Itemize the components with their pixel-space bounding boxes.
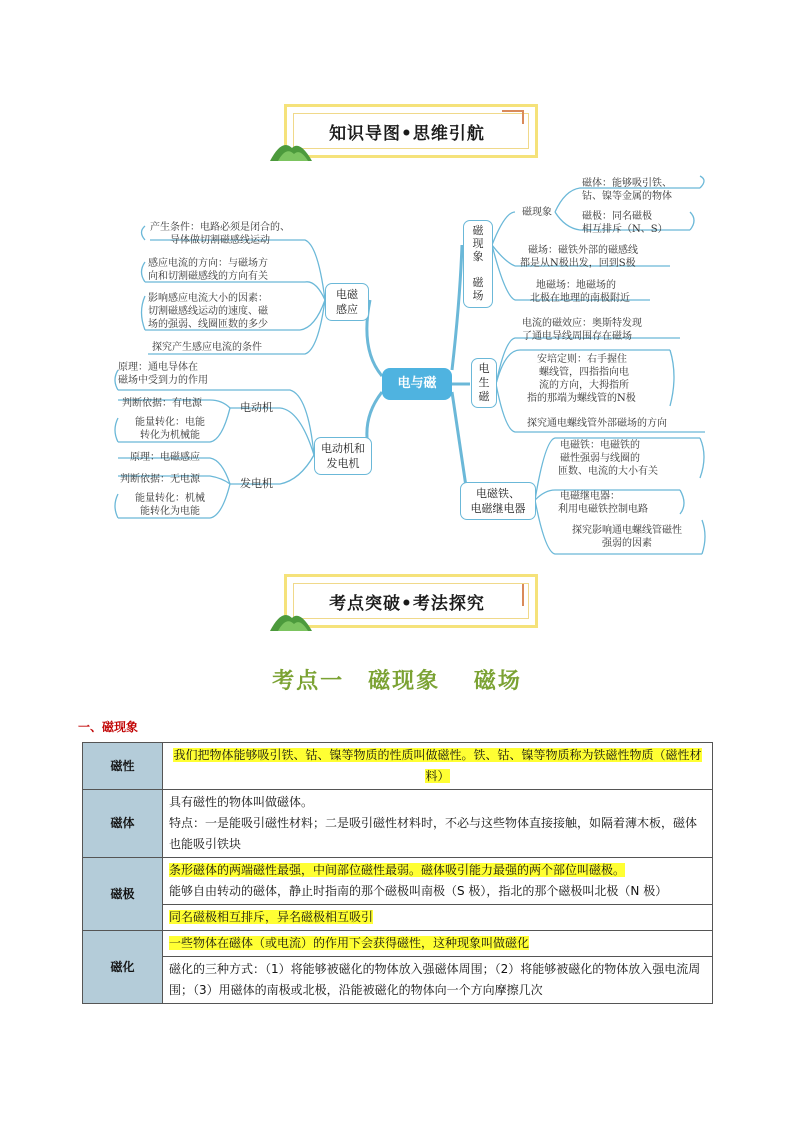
node-label-line: 感应 [336,303,358,316]
text-line: 能转化为电能 [140,506,200,517]
text-line: 磁性强弱与线圈的 [560,453,640,464]
motor-principle [118,361,208,387]
exam-points-banner [276,574,538,628]
generator-label: 发电机 [240,477,273,490]
cell-text: 能够自由转动的磁体，静止时指南的那个磁极叫南极（S 极），指北的那个磁极叫北极（N 极） [169,884,668,898]
table-cell: 磁化的三种方式：（1）将能够被磁化的物体放入强磁体周围；（2）将能够被磁化的物体放入强电流周围；（3）用磁体的南极或北极，沿能被磁化的物体向一个方向摩擦几次 [163,957,713,1004]
text-line: 磁极：同名磁极 [582,211,652,222]
text-line: 匝数、电流的大小有关 [558,466,658,477]
explore-strength-item [556,524,698,550]
banner-title: 考点突破•考法探究 [329,594,485,614]
em-item-explore [152,341,262,354]
table-row [83,957,713,1004]
knowledge-table [82,742,713,1004]
row-header: 磁极 [83,858,163,931]
exam-point-title: 考点一 磁现象 磁场 [272,669,522,694]
text-line: 原理：通电导体在 [118,362,198,373]
text-line: 强弱的因素 [602,538,652,549]
node-label-line: 电磁 [336,288,358,301]
phenomenon-item-magnet [582,177,672,203]
text-line: 北极在地理的南极附近 [530,293,630,304]
phenomenon-item-pole [582,210,668,236]
text-line: 切割磁感线运动的速度、磁 [148,306,268,317]
node-label-line: 磁 [472,276,484,289]
text-line: 钴、镍等金属的物体 [582,191,672,202]
text-line: 向和切割磁感线的方向有关 [148,271,268,282]
node-label-line: 电磁铁、 [476,487,520,500]
relay-item [558,490,648,516]
highlighted-text: 条形磁体的两端磁性最强，中间部位磁性最弱。磁体吸引能力最强的两个部位叫磁极。 [169,863,626,877]
text-line: 能量转化：机械 [135,493,205,504]
cell-text-wrap [169,860,706,881]
em-item-magnitude [148,292,268,331]
node-label-line: 磁 [472,224,484,237]
node-electromagnetism [471,358,497,408]
highlighted-text: 我们把物体能够吸引铁、钴、镍等物质的性质叫做磁性。铁、钴、镍等物质称为铁磁性物质（磁性材料） [173,748,702,783]
node-label-line: 生 [478,376,490,389]
text-line: 场的强弱、线圈匝数的多少 [148,319,268,330]
table-cell [163,905,713,931]
text-line: 电磁铁：电磁铁的 [560,440,640,451]
table-row [83,931,713,957]
text-line: 探究产生感应电流的条件 [152,342,262,353]
text-line: 安培定则：右手握住 [537,354,627,365]
node-label-line: 磁 [478,390,490,403]
text-line: 导体做切割磁感线运动 [170,235,270,246]
node-magnetism-field [463,220,493,308]
mindmap-center-node: 电与磁 [382,368,452,400]
geo-field-item [530,279,630,305]
node-label-line: 发电机 [326,457,360,470]
motor-label: 电动机 [240,401,273,414]
motor-item-energy [124,416,216,442]
row-header: 磁性 [83,743,163,790]
text-line: 利用电磁铁控制电路 [558,504,648,515]
text-line: 指的那端为螺线管的N极 [527,393,636,404]
text-line: 磁场中受到力的作用 [118,375,208,386]
phenomenon-label: 磁现象 [522,207,552,218]
node-label-line: 场 [472,289,484,302]
text-line: 流的方向，大拇指所 [539,380,629,391]
electromagnet-item [558,439,658,478]
cell-text: 具有磁性的物体叫做磁体。 [169,795,314,809]
node-em-induction [325,283,369,321]
banner-title: 知识导图•思维引航 [329,124,485,144]
table-row [83,790,713,858]
node-electromagnet-relay [460,482,536,520]
subsection-title: 一、磁现象 [78,720,139,734]
field-item [520,244,638,270]
table-cell [163,790,713,858]
table-cell [163,931,713,957]
table-cell [163,858,713,905]
em-item-direction [148,257,268,283]
highlighted-text: 同名磁极相互排斥，异名磁极相互吸引 [169,910,374,924]
motor-item-basis: 判断依据：有电源 [122,398,202,409]
text-line: 都是从N极出发，回到S极 [520,258,636,269]
text-line: 了通电导线周围存在磁场 [522,331,632,342]
em-item-condition [150,221,290,247]
node-motor-generator [314,437,372,475]
node-label-line: 电动机和 [321,442,365,455]
text-line: 能量转化：电能 [135,417,205,428]
text-line: 转化为机械能 [140,430,200,441]
table-row [83,743,713,790]
row-header: 磁化 [83,931,163,1004]
text-line: 磁体：能够吸引铁、 [582,178,672,189]
generator-item-principle: 原理：电磁感应 [130,452,200,463]
node-label-line: 电磁继电器 [470,502,526,515]
ampere-rule-item [527,353,636,405]
text-line: 螺线管，四指指向电 [539,367,629,378]
generator-item-basis: 判断依据：无电源 [120,474,200,485]
node-label-line: 象 [472,250,484,263]
table-cell [163,743,713,790]
text-line: 相互排斥（N、S） [582,224,668,235]
text-line: 探究影响通电螺线管磁性 [572,525,682,536]
mindmap-banner [276,104,538,158]
text-line: 电流的磁效应：奥斯特发现 [522,318,642,329]
text-line: 磁场：磁铁外部的磁感线 [528,245,638,256]
table-row [83,905,713,931]
highlighted-text: 一些物体在磁体（或电流）的作用下会获得磁性，这种现象叫做磁化 [169,936,530,950]
text-line: 影响感应电流大小的因素： [148,293,268,304]
text-line: 地磁场：地磁场的 [536,280,616,291]
table-row [83,858,713,905]
cell-text: 特点：一是能吸引磁性材料；二是吸引磁性材料时，不必与这些物体直接接触，如隔着薄木板，磁体也能吸引铁块 [169,816,698,851]
node-label-line: 现 [472,237,484,250]
text-line: 产生条件：电路必须是闭合的、 [150,222,290,233]
em-effect-item [522,317,642,343]
generator-item-energy [124,492,216,518]
text-line: 电磁继电器： [560,491,620,502]
explore-solenoid-item: 探究通电螺线管外部磁场的方向 [527,418,667,429]
text-line: 感应电流的方向：与磁场方 [148,258,268,269]
row-header: 磁体 [83,790,163,858]
node-label-line: 电 [478,362,490,375]
